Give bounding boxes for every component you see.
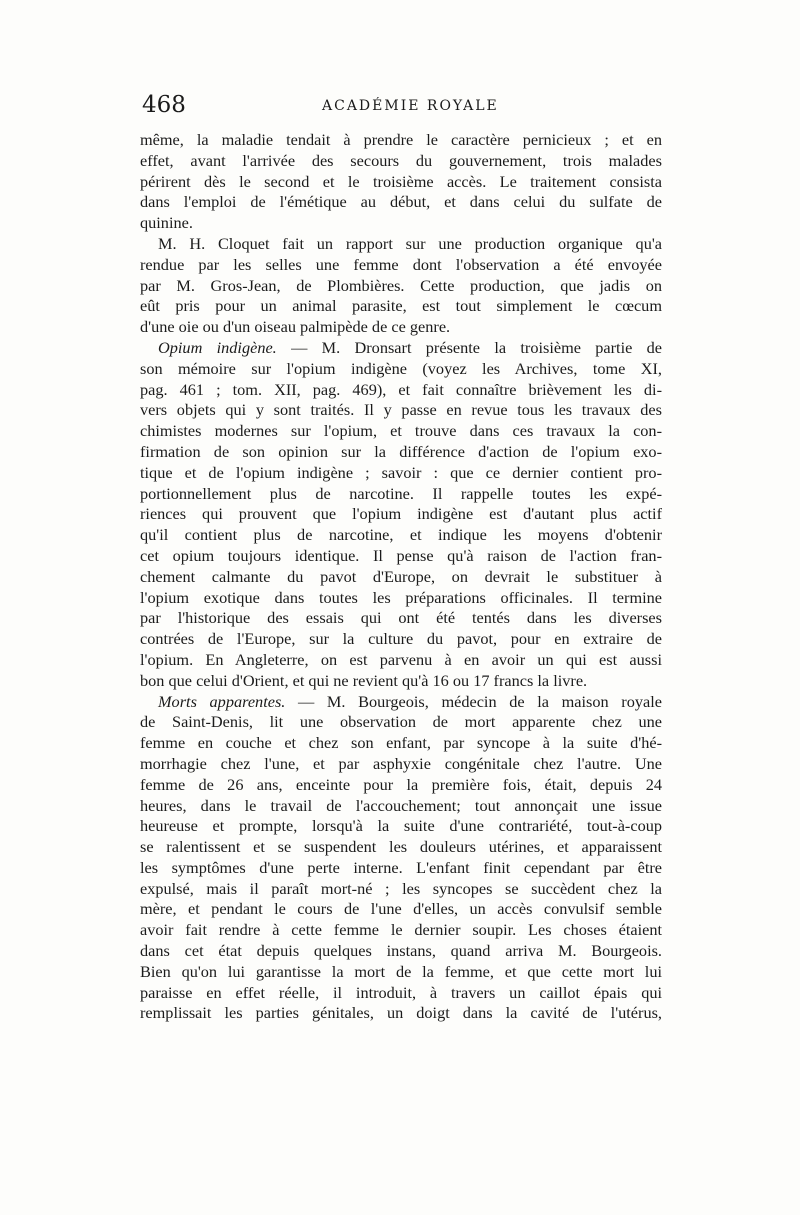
text-line: contrées de l'Europe, sur la culture du pavot, pour en extraire de [140,629,662,649]
text-line: chimistes modernes sur l'opium, et trouve dans ces travaux la con- [140,421,662,441]
text-line: heureuse et prompte, lorsqu'à la suite d'une contrariété, tout-à-coup [140,816,662,836]
text-line: dans cet état depuis quelques instans, quand arriva M. Bourgeois. [140,941,662,961]
text-line: remplissait les parties génitales, un doigt dans la cavité de l'utérus, [140,1003,662,1023]
text-line: chement calmante du pavot d'Europe, on devrait le substituer à [140,566,662,586]
text-line: portionnellement plus de narcotine. Il rappelle toutes les expé- [140,483,662,503]
text-line: avoir fait rendre à cette femme le dernier soupir. Les choses étaient [140,920,662,940]
text-line: paraisse en effet réelle, il introduit, à travers un caillot épais qui [140,982,662,1002]
text-line: mère, et pendant le cours de l'une d'elles, un accès convulsif semble [140,899,662,919]
text-line: d'une oie ou d'un oiseau palmipède de ce genre. [140,317,451,337]
section-title-opium: Opium indigène. [158,337,277,357]
text-line [140,692,662,713]
text-line: Bien qu'on lui garantisse la mort de la femme, et que cette mort lui [140,961,662,981]
text-line: effet, avant l'arrivée des secours du gouvernement, trois malades [140,150,662,170]
text-line: heures, dans le travail de l'accouchement; tout annonçait une issue [140,795,662,815]
text-line: par l'historique des essais qui ont été tentés dans les diverses [140,608,662,628]
text-line: les symptômes d'une perte interne. L'enfant finit cependant par être [140,857,662,877]
text-line: pag. 461 ; tom. XII, pag. 469), et fait connaître brièvement les di- [140,379,662,399]
text-line: femme en couche et chez son enfant, par syncope à la suite d'hé- [140,733,662,753]
text-line: qu'il contient plus de narcotine, et indique les moyens d'obtenir [140,525,662,545]
text-line: bon que celui d'Orient, et qui ne revient qu'à 16 ou 17 francs la livre. [140,670,588,690]
text-line: rendue par les selles une femme dont l'observation a été envoyée [140,254,662,274]
text-line: quinine. [140,213,193,233]
text-line-rest: — M. Bourgeois, médecin de la maison royale [285,691,662,711]
text-line: riences qui prouvent que l'opium indigène est d'autant plus actif [140,504,662,524]
text-line: même, la maladie tendait à prendre le caractère pernicieux ; et en [140,130,662,149]
text-line: de Saint-Denis, lit une observation de mort apparente chez une [140,712,662,732]
page-number: 468 [142,92,186,118]
body-text [140,130,662,1024]
text-line: tique et de l'opium indigène ; savoir : que ce dernier contient pro- [140,462,662,482]
text-line: eût pris pour un animal parasite, est tout simplement le cœcum [140,296,662,316]
text-line: morrhagie chez l'une, et par asphyxie congénitale chez l'autre. Une [140,753,662,773]
text-line: par M. Gros-Jean, de Plombières. Cette production, que jadis on [140,275,662,295]
text-line [140,338,662,359]
text-line: M. H. Cloquet fait un rapport sur une production organique qu'a [158,233,662,253]
text-line: périrent dès le second et le troisième accès. Le traitement consista [140,171,662,191]
text-line: l'opium. En Angleterre, on est parvenu à en avoir un qui est aussi [140,649,662,669]
text-line: se ralentissent et se suspendent les douleurs utérines, et apparaissent [140,837,662,857]
text-line: dans l'emploi de l'émétique au début, et dans celui du sulfate de [140,192,662,212]
text-line: femme de 26 ans, enceinte pour la première fois, était, depuis 24 [140,774,662,794]
text-line-rest: — M. Dronsart présente la troisième partie de [276,337,662,357]
running-head: ACADÉMIE ROYALE [322,98,499,114]
text-line: vers objets qui y sont traités. Il y passe en revue tous les travaux des [140,400,662,420]
text-line: son mémoire sur l'opium indigène (voyez les Archives, tome XI, [140,358,662,378]
page-header [142,92,662,126]
text-line: l'opium exotique dans toutes les préparations officinales. Il termine [140,587,662,607]
text-line: cet opium toujours identique. Il pense qu'à raison de l'action fran- [140,545,662,565]
text-line: expulsé, mais il paraît mort-né ; les syncopes se succèdent chez la [140,878,662,898]
section-title-morts: Morts apparentes. [158,691,286,711]
text-line: firmation de son opinion sur la différence d'action de l'opium exo- [140,441,662,461]
